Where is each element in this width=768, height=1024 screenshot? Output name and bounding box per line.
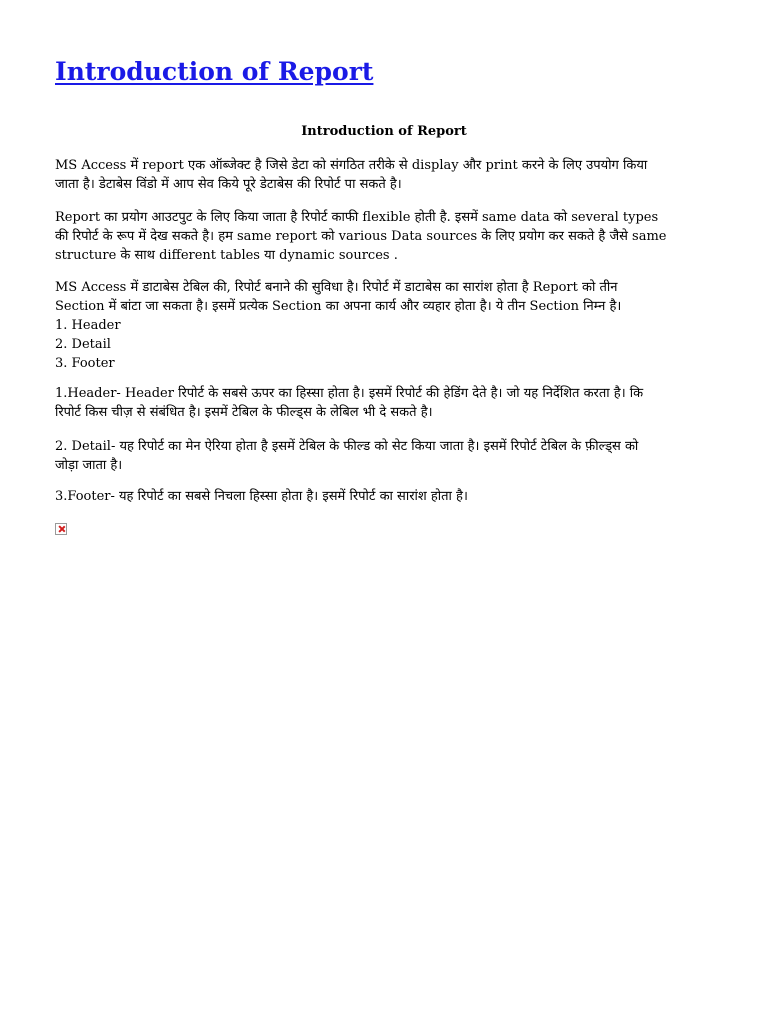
paragraph-line: 3.Footer- यह रिपोर्ट का सबसे निचला हिस्सा होता है। इसमें रिपोर्ट का सारांश होता है। [55,489,468,504]
paragraph-line: MS Access में report एक ऑब्जेक्ट है जिसे डेटा को संगठित तरीके से display और print करने के लिए उपयोग किया [55,158,648,173]
list-item: 2. Detail [55,337,111,352]
paragraph-line: रिपोर्ट किस चीज़ से संबंधित है। इसमें टेबिल के फील्ड्स के लेबिल भी दे सकते है। [55,405,433,420]
paragraph-header [55,384,715,422]
paragraph-sections [55,278,715,373]
paragraph-line: Section में बांटा जा सकता है। इसमें प्रत्येक Section का अपना कार्य और व्यहार होता है। ये तीन Section निम्न है। [55,299,622,314]
paragraph-line: जोड़ा जाता है। [55,458,123,473]
paragraph-line: structure के साथ different tables या dynamic sources . [55,248,398,263]
list-item: 1. Header [55,318,121,333]
page-title-link[interactable]: Introduction of Report [55,57,374,86]
paragraph-line: Report का प्रयोग आउटपुट के लिए किया जाता है रिपोर्ट काफी flexible होती है. इसमें same data को several types [55,210,659,225]
paragraph-line: MS Access में डाटाबेस टेबिल की, रिपोर्ट बनाने की सुविधा है। रिपोर्ट में डाटाबेस का सारांश होता है Report को तीन [55,280,618,295]
broken-image-icon [55,523,67,535]
paragraph-detail [55,437,715,475]
paragraph-line: जाता है। डेटाबेस विंडो में आप सेव किये पूरे डेटाबेस की रिपोर्ट पा सकते है। [55,177,402,192]
section-heading: Introduction of Report [301,124,467,139]
paragraph-footer [55,487,715,506]
paragraph-intro [55,156,715,194]
paragraph-line: 1.Header- Header रिपोर्ट के सबसे ऊपर का हिस्सा होता है। इसमें रिपोर्ट की हेडिंग देते है। जो यह निर्देशित करता है। कि [55,386,644,401]
paragraph-usage [55,208,715,265]
list-item: 3. Footer [55,356,115,371]
paragraph-line: की रिपोर्ट के रूप में देख सकते है। हम same report को various Data sources के लिए प्रयोग कर सकते है जैसे same [55,229,667,244]
paragraph-line: 2. Detail- यह रिपोर्ट का मेन ऐरिया होता है इसमें टेबिल के फील्ड को सेट किया जाता है। इसमें रिपोर्ट टेबिल के फ़ील्ड्स को [55,439,639,454]
